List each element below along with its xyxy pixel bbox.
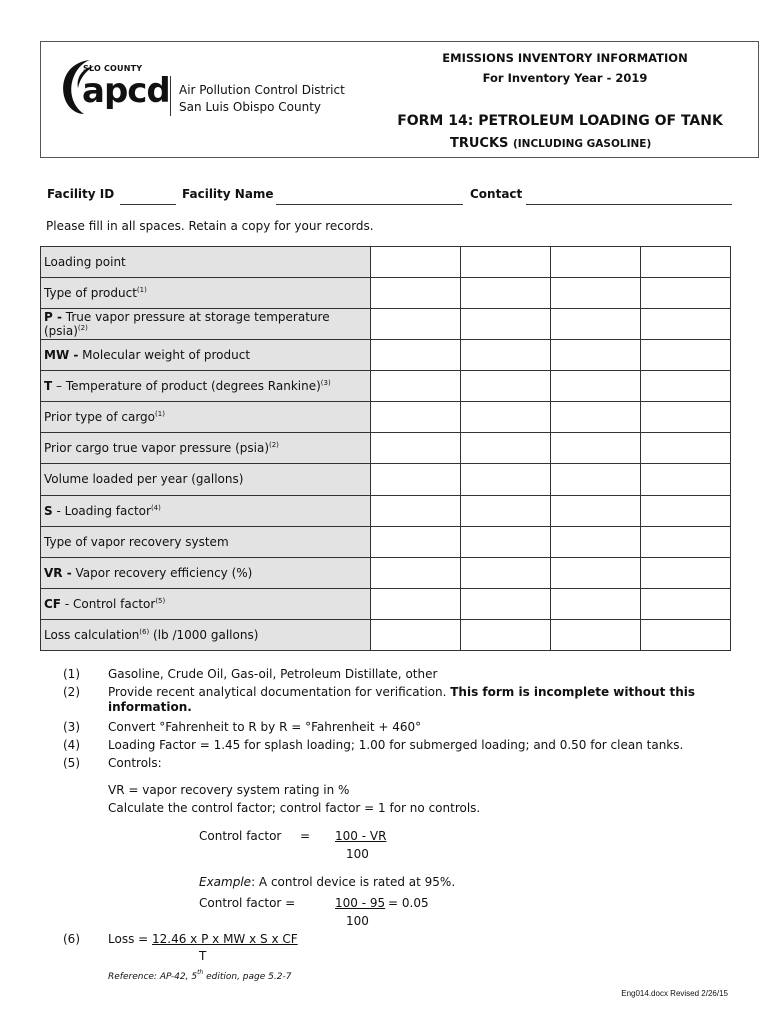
form-title: FORM 14: PETROLEUM LOADING OF TANK (397, 113, 723, 129)
apcd-logo (60, 56, 350, 122)
row-label (41, 619, 371, 650)
example-line (199, 875, 455, 890)
loading-data-table (40, 246, 731, 651)
row-label-symbol: MW - (44, 348, 79, 363)
facility-name-field[interactable] (276, 204, 463, 205)
footer-revision: Eng014.docx Revised 2/26/15 (621, 989, 728, 998)
table-row (41, 588, 731, 619)
row-label (41, 371, 371, 402)
entry-cell[interactable] (371, 247, 461, 278)
row-footnote-ref: (1) (136, 286, 147, 295)
table-row (41, 278, 731, 309)
note-4-text: Loading Factor = 1.45 for splash loading; 1.00 for submerged loading; and 0.50 for clean tanks. (108, 738, 684, 752)
entry-cell[interactable] (461, 247, 551, 278)
row-label (41, 433, 371, 464)
row-label (41, 557, 371, 588)
reference-text-end: edition, page 5.2-7 (203, 972, 292, 982)
row-label-text: True vapor pressure at storage temperature (psia) (44, 310, 330, 339)
entry-cell[interactable] (551, 402, 641, 433)
entry-cell[interactable] (461, 557, 551, 588)
loss-prefix: Loss = (108, 932, 153, 946)
row-label (41, 526, 371, 557)
entry-cell[interactable] (461, 464, 551, 495)
header-title: EMISSIONS INVENTORY INFORMATION (442, 51, 688, 65)
row-footnote-ref: (1) (155, 410, 165, 419)
loss-denominator: T (199, 949, 207, 963)
note-1-text: Gasoline, Crude Oil, Gas-oil, Petroleum Distillate, other (108, 667, 438, 681)
entry-cell[interactable] (641, 371, 731, 402)
entry-cell[interactable] (641, 309, 731, 340)
loss-numerator: 12.46 x P x MW x S x CF (152, 932, 298, 946)
row-label-text: - Control factor (61, 596, 156, 611)
reference-sup: th (197, 969, 204, 976)
note-2-text (108, 685, 708, 715)
form-title-line2 (450, 136, 710, 151)
table-row (41, 557, 731, 588)
org-name-line2: San Luis Obispo County (179, 100, 322, 114)
note-2-bold-cont: information. (108, 700, 192, 714)
row-label (41, 340, 371, 371)
facility-name-label: Facility Name (182, 187, 274, 201)
instructions: Please fill in all spaces. Retain a copy for your records. (46, 219, 374, 233)
entry-cell[interactable] (371, 557, 461, 588)
note-2-number: (2) (63, 685, 80, 699)
logo-apcd-text: apcd (82, 71, 170, 111)
entry-cell[interactable] (551, 309, 641, 340)
example-label: Example (199, 875, 252, 889)
example-denominator: 100 (346, 914, 369, 928)
note-4-number: (4) (63, 738, 80, 752)
cf-formula-denominator: 100 (346, 847, 369, 861)
entry-cell[interactable] (461, 495, 551, 526)
facility-id-field[interactable] (120, 204, 176, 205)
row-label (41, 402, 371, 433)
cf-instructions: Calculate the control factor; control factor = 1 for no controls. (108, 801, 481, 815)
entry-cell[interactable] (461, 371, 551, 402)
note-1-number: (1) (63, 667, 80, 681)
logo-divider (170, 76, 171, 116)
note-2-plain: Provide recent analytical documentation for verification. (108, 685, 451, 699)
cf-formula-label: Control factor (199, 829, 282, 843)
row-label-text: - Loading factor (52, 503, 151, 518)
row-footnote-ref: (6) (139, 627, 150, 636)
row-label-text: Loss calculation (44, 627, 140, 642)
entry-cell[interactable] (371, 464, 461, 495)
loss-formula (108, 932, 298, 947)
entry-cell[interactable] (551, 278, 641, 309)
row-footnote-ref: (4) (150, 503, 161, 512)
row-label (41, 309, 371, 340)
entry-cell[interactable] (371, 526, 461, 557)
row-label-text: Loading point (44, 255, 126, 270)
row-footnote-ref: (2) (269, 441, 279, 450)
row-label-text: Type of vapor recovery system (44, 534, 229, 549)
table-row (41, 309, 731, 340)
note-3-text: Convert °Fahrenheit to R by R = °Fahrenheit + 460° (108, 720, 422, 734)
entry-cell[interactable] (641, 495, 731, 526)
entry-cell[interactable] (461, 433, 551, 464)
entry-cell[interactable] (371, 588, 461, 619)
row-label (41, 495, 371, 526)
vr-definition: VR = vapor recovery system rating in % (108, 783, 350, 797)
entry-cell[interactable] (371, 340, 461, 371)
row-label (41, 247, 371, 278)
row-label-text: Vapor recovery efficiency (%) (71, 565, 253, 580)
row-label-text: – Temperature of product (degrees Rankine) (52, 379, 321, 394)
entry-cell[interactable] (551, 464, 641, 495)
example-cf-label: Control factor = (199, 896, 296, 910)
entry-cell[interactable] (641, 402, 731, 433)
table-row (41, 526, 731, 557)
table-row (41, 619, 731, 650)
entry-cell[interactable] (371, 278, 461, 309)
entry-cell[interactable] (551, 588, 641, 619)
entry-cell[interactable] (371, 371, 461, 402)
entry-cell[interactable] (551, 371, 641, 402)
note-6-number: (6) (63, 932, 80, 946)
reference-text: Reference: AP-42, 5 (108, 972, 198, 982)
entry-cell[interactable] (371, 309, 461, 340)
entry-cell[interactable] (551, 340, 641, 371)
entry-cell[interactable] (641, 557, 731, 588)
table-row (41, 495, 731, 526)
logo-county-text: SLO COUNTY (83, 64, 143, 73)
contact-field[interactable] (526, 204, 732, 205)
table-row (41, 464, 731, 495)
entry-cell[interactable] (461, 526, 551, 557)
form-title-suffix: (INCLUDING GASOLINE) (512, 138, 652, 150)
entry-cell[interactable] (551, 557, 641, 588)
row-label-symbol: VR - (44, 565, 72, 580)
row-label-unit: (lb /1000 gallons) (149, 627, 259, 642)
row-label-text: Prior cargo true vapor pressure (psia) (44, 441, 269, 456)
entry-cell[interactable] (551, 495, 641, 526)
entry-cell[interactable] (461, 309, 551, 340)
entry-cell[interactable] (641, 464, 731, 495)
entry-cell[interactable] (551, 247, 641, 278)
row-label-text: Volume loaded per year (gallons) (44, 472, 244, 487)
note-2-bold: This form is incomplete without this (450, 685, 696, 699)
entry-cell[interactable] (371, 402, 461, 433)
row-label-symbol: T (44, 379, 53, 394)
row-label-symbol: CF (44, 596, 62, 611)
entry-cell[interactable] (371, 619, 461, 650)
entry-cell[interactable] (371, 495, 461, 526)
cf-formula-equals: = (300, 829, 311, 843)
row-footnote-ref: (2) (77, 324, 88, 333)
table-row (41, 402, 731, 433)
entry-cell[interactable] (551, 526, 641, 557)
reference (108, 965, 291, 985)
entry-cell[interactable] (551, 433, 641, 464)
entry-cell[interactable] (371, 433, 461, 464)
row-label-symbol: S (44, 503, 53, 518)
org-name-line1: Air Pollution Control District (179, 83, 345, 97)
example-numerator: 100 - 95 (335, 896, 386, 910)
row-label-text: Prior type of cargo (44, 410, 156, 425)
entry-cell[interactable] (641, 340, 731, 371)
table-row (41, 433, 731, 464)
note-5-number: (5) (63, 756, 80, 770)
entry-cell[interactable] (461, 402, 551, 433)
row-label-symbol: P - (44, 310, 62, 325)
row-label (41, 464, 371, 495)
entry-cell[interactable] (461, 588, 551, 619)
entry-cell[interactable] (641, 619, 731, 650)
entry-cell[interactable] (641, 526, 731, 557)
entry-cell[interactable] (551, 619, 641, 650)
table-row (41, 340, 731, 371)
row-label-text: Molecular weight of product (78, 348, 251, 363)
example-result: = 0.05 (388, 896, 429, 910)
facility-id-label: Facility ID (47, 187, 115, 201)
entry-cell[interactable] (641, 588, 731, 619)
entry-cell[interactable] (641, 433, 731, 464)
note-5-text: Controls: (108, 756, 162, 770)
table-row (41, 371, 731, 402)
entry-cell[interactable] (461, 619, 551, 650)
row-label (41, 278, 371, 309)
header-year: For Inventory Year - 2019 (482, 71, 648, 85)
table-row (41, 247, 731, 278)
entry-cell[interactable] (461, 278, 551, 309)
entry-cell[interactable] (461, 340, 551, 371)
entry-cell[interactable] (641, 247, 731, 278)
row-label-text: Type of product (44, 286, 137, 301)
note-3-number: (3) (63, 720, 80, 734)
form-title-trucks: TRUCKS (450, 136, 509, 151)
example-text: : A control device is rated at 95%. (251, 875, 456, 889)
cf-formula-numerator: 100 - VR (335, 829, 387, 843)
row-footnote-ref: (3) (320, 379, 331, 388)
row-footnote-ref: (5) (155, 596, 166, 605)
contact-label: Contact (470, 187, 523, 201)
entry-cell[interactable] (641, 278, 731, 309)
row-label (41, 588, 371, 619)
